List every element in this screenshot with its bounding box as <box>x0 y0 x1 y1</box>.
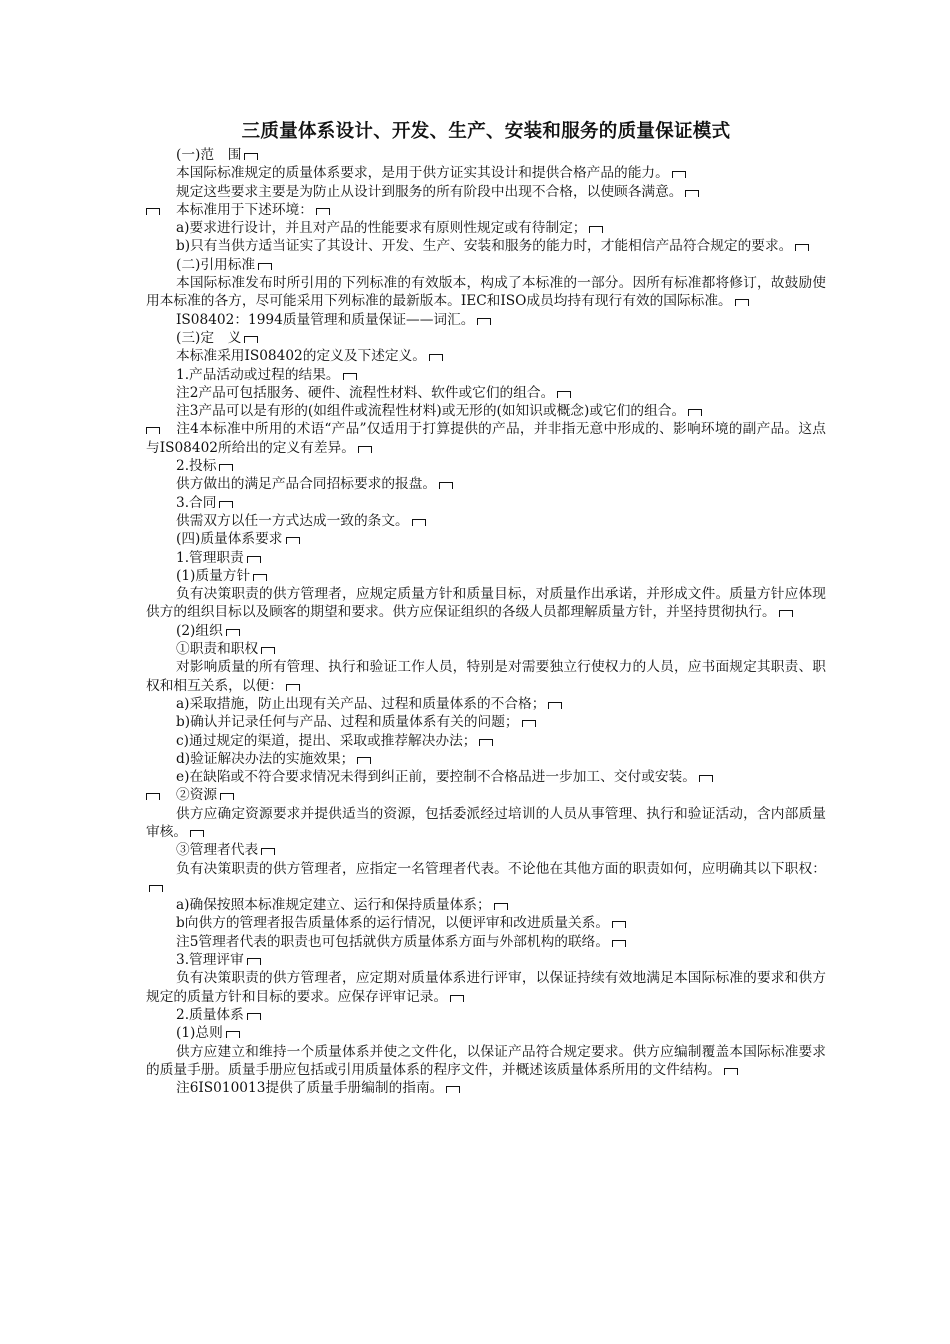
paragraph-mark-icon <box>450 995 464 1002</box>
paragraph-text: 本标准用于下述环境： <box>176 201 313 218</box>
paragraph <box>146 713 826 731</box>
paragraph-text: 2.质量体系 <box>176 1006 244 1023</box>
paragraph <box>146 1006 826 1024</box>
paragraph <box>146 914 826 932</box>
paragraph <box>146 237 826 255</box>
paragraph-mark-icon <box>557 391 571 398</box>
paragraph-text: 1.管理职责 <box>176 549 244 566</box>
paragraph-text: 供方做出的满足产品合同招标要求的报盘。 <box>176 476 437 493</box>
paragraph-mark-icon <box>612 940 626 947</box>
paragraph <box>146 896 826 914</box>
paragraph-text: (四)质量体系要求 <box>176 531 283 548</box>
paragraph-mark-icon <box>358 446 372 453</box>
paragraph-text: 本国际标准发布时所引用的下列标准的有效版本，构成了本标准的一部分。因所有标准都将修订，故鼓励使用本标准的各方，尽可能采用下列标准的最新版本。IEC和ISO成员均持有现行有效的国际标准。 <box>146 275 826 310</box>
paragraph <box>146 1043 826 1080</box>
document-page <box>146 120 826 1097</box>
paragraph-mark-icon <box>219 501 233 508</box>
paragraph-mark-icon <box>190 830 204 837</box>
paragraph <box>146 494 826 512</box>
paragraph <box>146 695 826 713</box>
paragraph-mark-icon <box>226 629 240 636</box>
paragraph <box>146 951 826 969</box>
paragraph-mark-icon <box>258 263 272 270</box>
paragraph <box>146 860 826 897</box>
paragraph-text: 供方应确定资源要求并提供适当的资源，包括委派经过培训的人员从事管理、执行和验证活动，含内部质量审核。 <box>146 805 826 840</box>
paragraph-mark-icon <box>479 739 493 746</box>
paragraph <box>146 366 826 384</box>
paragraph-mark-icon <box>261 647 275 654</box>
paragraph <box>146 933 826 951</box>
paragraph-text: a)采取措施，防止出现有关产品、过程和质量体系的不合格； <box>176 695 546 712</box>
paragraph <box>146 750 826 768</box>
paragraph-mark-icon <box>146 793 160 800</box>
paragraph-text: c)通过规定的渠道，提出、采取或推荐解决办法； <box>176 732 477 749</box>
paragraph <box>146 732 826 750</box>
paragraph-text: 注5管理者代表的职责也可包括就供方质量体系方面与外部机构的联络。 <box>176 933 610 950</box>
paragraph <box>146 1079 826 1097</box>
paragraph-text: 对影响质量的所有管理、执行和验证工作人员，特别是对需要独立行使权力的人员，应书面规定其职责、职权和相互关系，以便： <box>146 659 826 694</box>
paragraph-mark-icon <box>286 684 300 691</box>
paragraph-mark-icon <box>685 190 699 197</box>
paragraph <box>146 512 826 530</box>
paragraph-text: 注3产品可以是有形的(如组件或流程性材料)或无形的(如知识或概念)或它们的组合。 <box>176 403 686 420</box>
paragraph <box>146 622 826 640</box>
paragraph <box>146 805 826 842</box>
paragraph-text: (2)组织 <box>176 622 223 639</box>
paragraph-mark-icon <box>219 464 233 471</box>
paragraph <box>146 640 826 658</box>
paragraph-mark-icon <box>612 921 626 928</box>
paragraph-mark-icon <box>343 373 357 380</box>
paragraph-text: 供方应建立和维持一个质量体系并使之文件化，以保证产品符合规定要求。供方应编制覆盖本国际标准要求的质量手册。质量手册应包括或引用质量体系的程序文件，并概述该质量体系所用的文件结构。 <box>146 1043 826 1078</box>
paragraph-mark-icon <box>244 336 258 343</box>
paragraph-mark-icon <box>779 610 793 617</box>
paragraph-mark-icon <box>795 244 809 251</box>
paragraph-text: ③管理者代表 <box>176 842 259 859</box>
paragraph-text: 3.合同 <box>176 494 217 511</box>
paragraph-text: b向供方的管理者报告质量体系的运行情况，以便评审和改进质量关系。 <box>176 915 610 932</box>
paragraph-text: (一)范 围 <box>176 147 242 163</box>
paragraph-text: 注4本标准中所用的术语“产品”仅适用于打算提供的产品，并非指无意中形成的、影响环境的副产品。这点与IS08402所给出的定义有差异。 <box>146 421 826 456</box>
paragraph-mark-icon <box>589 226 603 233</box>
paragraph <box>146 329 826 347</box>
paragraph-text: (三)定 义 <box>176 329 242 346</box>
document-title: 三质量体系设计、开发、生产、安装和服务的质量保证模式 <box>241 121 731 142</box>
paragraph-mark-icon <box>244 153 258 160</box>
paragraph-text: b)确认并记录任何与产品、过程和质量体系有关的问题； <box>176 714 519 731</box>
paragraph-mark-icon <box>226 1031 240 1038</box>
paragraph-mark-icon <box>253 574 267 581</box>
paragraph <box>146 219 826 237</box>
paragraph-mark-icon <box>247 958 261 965</box>
paragraph <box>146 457 826 475</box>
paragraph-mark-icon <box>261 848 275 855</box>
paragraph-mark-icon <box>149 885 163 892</box>
paragraph-text: 3.管理评审 <box>176 952 244 969</box>
paragraph-text: (1)质量方针 <box>176 567 251 584</box>
paragraph-mark-icon <box>672 171 686 178</box>
paragraph-mark-icon <box>412 519 426 526</box>
paragraph <box>146 567 826 585</box>
paragraph-mark-icon <box>220 793 234 800</box>
paragraph-mark-icon <box>429 354 443 361</box>
paragraph <box>146 969 826 1006</box>
paragraph <box>146 311 826 329</box>
paragraph <box>146 786 826 804</box>
paragraph-text: 负有决策职责的供方管理者，应定期对质量体系进行评审，以保证持续有效地满足本国际标准的要求和供方规定的质量方针和目标的要求。应保存评审记录。 <box>146 970 826 1005</box>
paragraph <box>146 475 826 493</box>
paragraph <box>146 658 826 695</box>
paragraph <box>146 549 826 567</box>
paragraph-mark-icon <box>446 1086 460 1093</box>
paragraph-text: ①职责和职权 <box>176 641 259 658</box>
paragraph-text: b)只有当供方适当证实了其设计、开发、生产、安装和服务的能力时，才能相信产品符合规定的要求。 <box>176 238 793 255</box>
paragraph-text: 负有决策职责的供方管理者，应指定一名管理者代表。不论他在其他方面的职责如何，应明确其以下职权： <box>176 860 826 877</box>
paragraph <box>146 183 826 201</box>
paragraph-mark-icon <box>477 318 491 325</box>
document-body <box>146 146 826 1097</box>
paragraph-text: 本国际标准规定的质量体系要求，是用于供方证实其设计和提供合格产品的能力。 <box>176 165 669 182</box>
paragraph <box>146 585 826 622</box>
paragraph-mark-icon <box>316 208 330 215</box>
paragraph-text: d)验证解决办法的实施效果； <box>176 750 355 767</box>
paragraph <box>146 347 826 365</box>
paragraph-mark-icon <box>724 1068 738 1075</box>
paragraph-mark-icon <box>735 299 749 306</box>
paragraph-text: IS08402：1994质量管理和质量保证——词汇。 <box>176 311 475 328</box>
paragraph-mark-icon <box>548 702 562 709</box>
paragraph-mark-icon <box>439 482 453 489</box>
paragraph-text: 规定这些要求主要是为防止从设计到服务的所有阶段中出现不合格，以使顾各满意。 <box>176 183 683 200</box>
paragraph <box>146 384 826 402</box>
paragraph-mark-icon <box>247 556 261 563</box>
paragraph <box>146 274 826 311</box>
paragraph-mark-icon <box>146 427 160 434</box>
paragraph-mark-icon <box>357 757 371 764</box>
paragraph-text: a)确保按照本标准规定建立、运行和保持质量体系； <box>176 897 491 914</box>
paragraph <box>146 402 826 420</box>
paragraph <box>146 420 826 457</box>
paragraph-text: a)要求进行设计，并且对产品的性能要求有原则性规定或有待制定； <box>176 220 587 237</box>
paragraph-text: 供需双方以任一方式达成一致的条文。 <box>176 512 409 529</box>
paragraph-text: 本标准采用IS08402的定义及下述定义。 <box>176 348 426 365</box>
paragraph-mark-icon <box>286 537 300 544</box>
paragraph <box>146 768 826 786</box>
paragraph-text: (1)总则 <box>176 1025 223 1042</box>
paragraph-text: 注2产品可包括服务、硬件、流程性材料、软件或它们的组合。 <box>176 384 555 401</box>
paragraph-text: 负有决策职责的供方管理者，应规定质量方针和质量目标，对质量作出承诺，并形成文件。质量方针应体现供方的组织目标以及顾客的期望和要求。供方应保证组织的各级人员都理解质量方针，并坚持贯彻执行。 <box>146 586 826 621</box>
paragraph <box>146 1024 826 1042</box>
paragraph-text: 2.投标 <box>176 458 217 475</box>
paragraph <box>146 164 826 182</box>
paragraph-text: 注6IS010013提供了质量手册编制的指南。 <box>176 1080 444 1097</box>
paragraph <box>146 201 826 219</box>
paragraph-text: e)在缺陷或不符合要求情况未得到纠正前，要控制不合格品进一步加工、交付或安装。 <box>176 769 696 786</box>
paragraph <box>146 841 826 859</box>
paragraph-mark-icon <box>494 903 508 910</box>
paragraph <box>146 530 826 548</box>
paragraph-mark-icon <box>146 208 160 215</box>
paragraph-mark-icon <box>522 720 536 727</box>
paragraph <box>146 256 826 274</box>
paragraph-mark-icon <box>699 775 713 782</box>
paragraph-mark-icon <box>688 409 702 416</box>
paragraph-text: (二)引用标准 <box>176 256 256 273</box>
paragraph <box>146 146 826 164</box>
paragraph-mark-icon <box>247 1013 261 1020</box>
paragraph-text: ②资源 <box>176 787 218 804</box>
paragraph-text: 1.产品活动或过程的结果。 <box>176 366 340 383</box>
